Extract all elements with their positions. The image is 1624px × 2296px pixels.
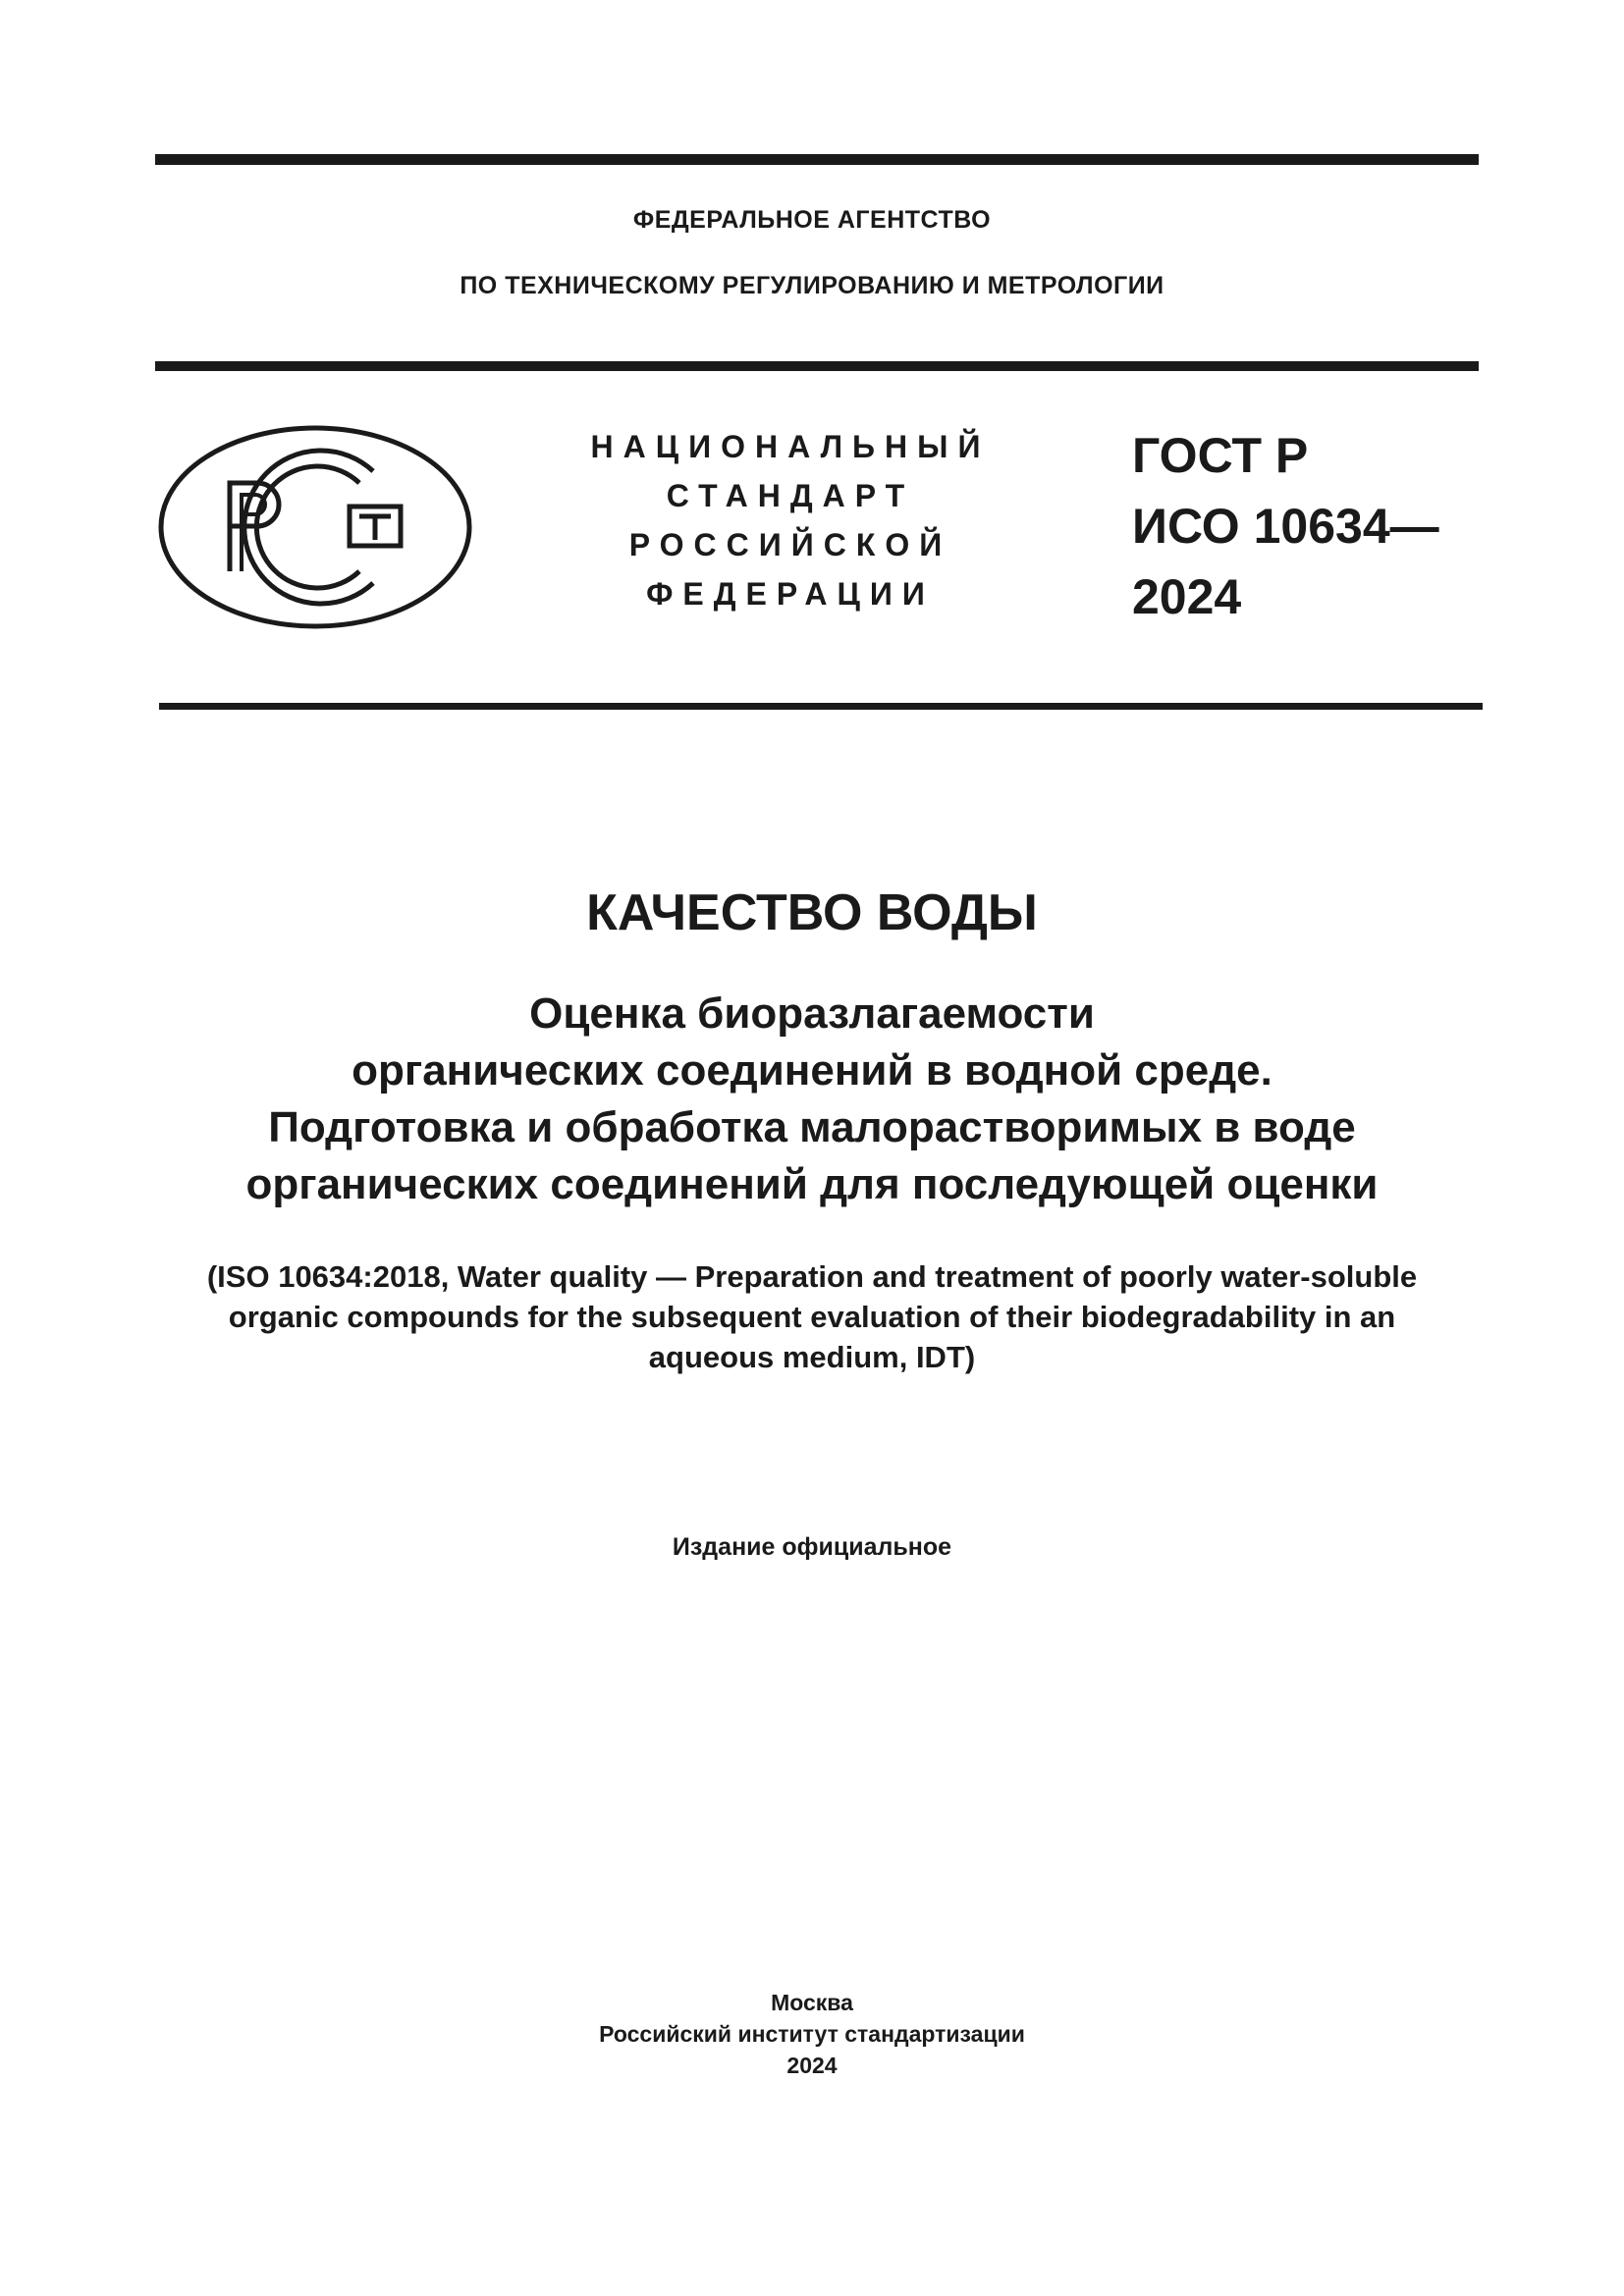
designation-line: ИСО 10634—	[1132, 499, 1439, 554]
designation-line: 2024	[1132, 569, 1242, 624]
subtitle-line: Оценка биоразлагаемости	[529, 989, 1095, 1038]
national-standard-label	[545, 422, 1036, 618]
top-rule	[155, 154, 1479, 165]
iso-reference-line: (ISO 10634:2018, Water quality — Preparation and treatment of poorly water-soluble	[206, 1259, 1418, 1294]
footer-publisher: Российский институт стандартизации	[599, 2021, 1025, 2047]
national-standard-line: НАЦИОНАЛЬНЫЙ	[590, 429, 991, 464]
national-standard-line: СТАНДАРТ	[666, 478, 915, 513]
iso-reference-line: aqueous medium, IDT)	[648, 1340, 976, 1374]
footer-city: Москва	[771, 1990, 853, 2015]
document-title: КАЧЕСТВО ВОДЫ	[586, 884, 1038, 941]
rst-certification-mark-icon	[157, 424, 473, 630]
document-subtitle	[0, 986, 1624, 1213]
standard-designation	[1132, 420, 1439, 632]
logo-rule	[159, 703, 1483, 710]
edition-label: Издание официальное	[672, 1533, 952, 1561]
publication-footer	[0, 1987, 1624, 2081]
designation-line: ГОСТ Р	[1132, 428, 1309, 483]
iso-reference	[0, 1256, 1624, 1377]
iso-reference-line: organic compounds for the subsequent evaluation of their biodegradability in an	[228, 1300, 1396, 1334]
subtitle-line: органических соединений в водной среде.	[352, 1046, 1272, 1095]
subtitle-line: органических соединений для последующей оценки	[245, 1160, 1379, 1208]
header-rule	[155, 361, 1479, 371]
agency-name-line-2: ПО ТЕХНИЧЕСКОМУ РЕГУЛИРОВАНИЮ И МЕТРОЛОГИИ	[460, 272, 1164, 299]
footer-year: 2024	[786, 2053, 838, 2078]
national-standard-line: РОССИЙСКОЙ	[628, 527, 952, 562]
agency-name-line-1: ФЕДЕРАЛЬНОЕ АГЕНТСТВО	[632, 206, 992, 234]
subtitle-line: Подготовка и обработка малорастворимых в воде	[268, 1103, 1356, 1151]
national-standard-line: ФЕДЕРАЦИИ	[646, 576, 935, 612]
